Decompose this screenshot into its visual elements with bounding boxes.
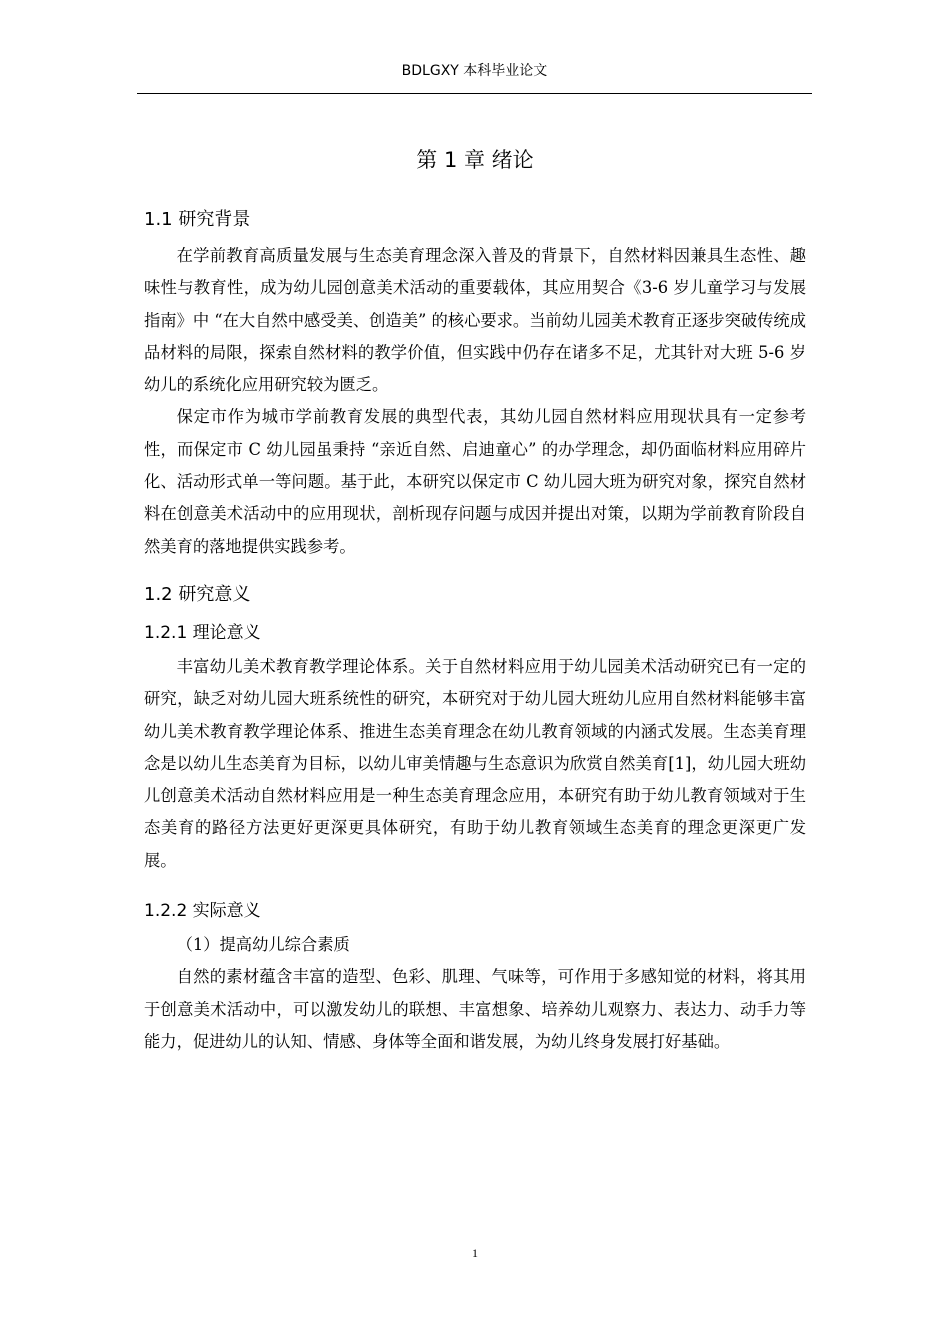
section-heading-1-1: 1.1 研究背景 (144, 209, 251, 230)
section-heading-1-2-2: 1.2.2 实际意义 (144, 901, 261, 922)
subheading-improve-quality: （1）提高幼儿综合素质 (176, 935, 350, 955)
page-header (137, 60, 812, 94)
paragraph-background-2: 保定市作为城市学前教育发展的典型代表，其幼儿园自然材料应用现状具有一定参考性，而保定市 C 幼儿园虽秉持 “亲近自然、启迪童心” 的办学理念，却仍面临材料应用碎片化、活动形式单一等问题。基于此，本研究以保定市 C 幼儿园大班为研究对象，探究自然材料在创意美术活动中的应用现状，剖析现存问题与成因并提出对策，以期为学前教育阶段自然美育的落地提供实践参考。 (144, 407, 806, 556)
chapter-title: 第 1 章 绪论 (416, 148, 534, 172)
paragraph-background-1: 在学前教育高质量发展与生态美育理念深入普及的背景下，自然材料因兼具生态性、趣味性与教育性，成为幼儿园创意美术活动的重要载体，其应用契合《3-6 岁儿童学习与发展指南》中 “在大自然中感受美、创造美” 的核心要求。当前幼儿园美术教育正逐步突破传统成品材料的局限，探索自然材料的教学价值，但实践中仍存在诸多不足，尤其针对大班 5-6 岁幼儿的系统化应用研究较为匮乏。 (144, 246, 806, 395)
section-heading-1-2: 1.2 研究意义 (144, 583, 251, 605)
page-number: 1 (472, 1246, 478, 1260)
page-content (144, 143, 806, 1058)
header-title: BDLGXY 本科毕业论文 (401, 63, 548, 79)
section-heading-1-2-1: 1.2.1 理论意义 (144, 622, 261, 643)
paragraph-practical-significance: 自然的素材蕴含丰富的造型、色彩、肌理、气味等，可作用于多感知觉的材料，将其用于创意美术活动中，可以激发幼儿的联想、丰富想象、培养幼儿观察力、表达力、动手力等能力，促进幼儿的认知、情感、身体等全面和谐发展，为幼儿终身发展打好基础。 (144, 967, 806, 1051)
paragraph-theoretical-significance: 丰富幼儿美术教育教学理论体系。关于自然材料应用于幼儿园美术活动研究已有一定的研究，缺乏对幼儿园大班系统性的研究，本研究对于幼儿园大班幼儿应用自然材料能够丰富幼儿美术教育教学理论体系、推进生态美育理念在幼儿教育领域的内涵式发展。生态美育理念是以幼儿生态美育为目标，以幼儿审美情趣与生态意识为欣赏自然美育[1]，幼儿园大班幼儿创意美术活动自然材料应用是一种生态美育理念应用，本研究有助于幼儿教育领域对于生态美育的路径方法更好更深更具体研究，有助于幼儿教育领域生态美育的理念更深更广发展。 (144, 656, 806, 870)
